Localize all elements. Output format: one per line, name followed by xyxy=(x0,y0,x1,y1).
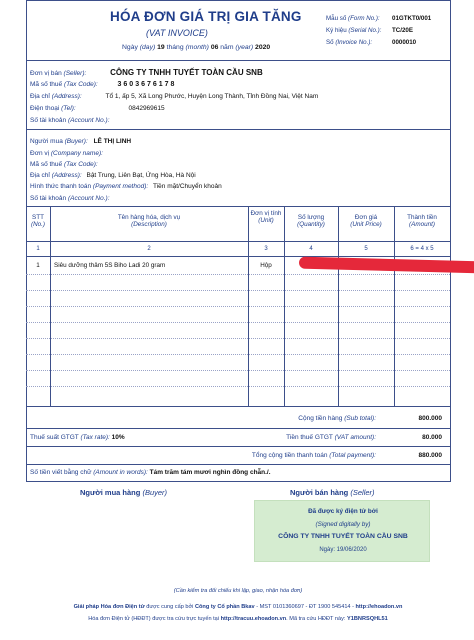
buyer-name: LÊ THỊ LINH xyxy=(93,138,132,145)
invoice-date: Ngày (day) 19 tháng (month) 06 năm (year) 2020 xyxy=(122,44,271,51)
seller-account-row: Số tài khoản (Account No.): xyxy=(30,117,110,124)
seller-name-row: Đơn vị bán (Seller): CÔNG TY TNHH TUYẾT TOÀN CẦU SNB xyxy=(30,68,263,77)
invoice-number: Số (Invoice No.): 0000010 xyxy=(326,38,417,46)
invoice-title: HÓA ĐƠN GIÁ TRỊ GIA TĂNG xyxy=(110,9,302,24)
divider xyxy=(26,446,450,447)
footer-note: (Cần kiểm tra đối chiếu khi lập, giao, nhận hóa đơn) xyxy=(173,588,303,594)
divider xyxy=(26,256,450,257)
seller-address: Tổ 1, ấp 5, Xã Long Phước, Huyện Long Thành, Tỉnh Đồng Nai, Việt Nam xyxy=(105,93,319,100)
divider xyxy=(26,428,450,429)
row-separator xyxy=(26,322,450,323)
footer-provider: Giải pháp Hóa đơn Điện tử được cung cấp bởi Công ty Cổ phần Bkav - MST 0101360697 - ĐT 1900 545414 - http://ehoadon.vn xyxy=(73,604,403,610)
invoice-subtitle: (VAT INVOICE) xyxy=(146,28,208,38)
vat-value: 80.000 xyxy=(422,434,442,441)
date-month: 06 xyxy=(210,44,219,51)
amount-in-words-row: Số tiền viết bằng chữ (Amount in words): Tám trăm tám mươi nghìn đồng chẵn./. xyxy=(30,469,271,476)
buyer-company-row: Đơn vị (Company name): xyxy=(30,150,103,157)
divider xyxy=(26,241,450,242)
total-value: 880.000 xyxy=(418,452,442,459)
form-number: Mẫu số (Form No.): 01GTKT0/001 xyxy=(326,14,432,22)
col-number: 6 = 4 x 5 xyxy=(410,246,434,252)
seller-address-row: Địa chỉ (Address): Tổ 1, ấp 5, Xã Long Phước, Huyện Long Thành, Tỉnh Đồng Nai, Việt Nam xyxy=(30,93,319,100)
buyer-address: Bật Trung, Liên Bạt, Ứng Hòa, Hà Nội xyxy=(86,172,196,179)
amount-in-words: Tám trăm tám mươi nghìn đồng chẵn./. xyxy=(149,469,271,476)
divider xyxy=(26,406,450,407)
divider xyxy=(26,129,450,130)
invoice-document xyxy=(26,0,450,640)
buyer-payment-row: Hình thức thanh toán (Payment method): Tiền mặt/Chuyển khoản xyxy=(30,183,222,190)
buyer-tax-row: Mã số thuế (Tax Code): xyxy=(30,161,98,168)
col-number: 4 xyxy=(309,246,313,252)
lookup-link[interactable]: http://tracuu.ehoadon.vn xyxy=(220,616,287,622)
buyer-signature-label: Người mua hàng (Buyer) xyxy=(80,488,168,497)
frame-right xyxy=(450,0,451,482)
signed-label-en: (Signed digitally by) xyxy=(315,521,371,528)
digital-signature-box xyxy=(254,500,430,562)
row-separator xyxy=(26,290,450,291)
col-header-amount: Thành tiền (Amount) xyxy=(407,214,437,228)
frame-top xyxy=(26,0,450,1)
row-separator xyxy=(26,274,450,275)
col-number: 1 xyxy=(36,246,40,252)
lookup-code: Y1BNRSQHL51 xyxy=(347,616,388,622)
row-separator xyxy=(26,338,450,339)
row-separator xyxy=(26,370,450,371)
divider xyxy=(26,464,450,465)
row-separator xyxy=(26,386,450,387)
col-number: 5 xyxy=(364,246,368,252)
seller-phone: 0842969615 xyxy=(128,105,165,112)
col-header-quantity: Số lượng (Quantity) xyxy=(297,214,325,228)
row-separator xyxy=(26,354,450,355)
provider-link[interactable]: http://ehoadon.vn xyxy=(355,604,403,610)
subtotal-value: 800.000 xyxy=(418,415,442,422)
col-number: 2 xyxy=(147,246,151,252)
signed-label: Đã được ký điện tử bởi xyxy=(308,508,378,515)
buyer-address-row: Địa chỉ (Address): Bật Trung, Liên Bạt, Ứng Hòa, Hà Nội xyxy=(30,172,196,179)
col-number: 3 xyxy=(264,246,268,252)
col-header-unit-price: Đơn giá (Unit Price) xyxy=(350,214,382,228)
total-label: Tổng cộng tiền thanh toán (Total payment): xyxy=(251,452,376,459)
footer-lookup: Hóa đơn Điện tử (HĐĐT) được tra cứu trực tuyến tại http://tracuu.ehoadon.vn. Mã tra cứu HĐĐT này: Y1BNRSQHL51 xyxy=(88,616,388,622)
col-header-description: Tên hàng hóa, dịch vụ (Description) xyxy=(117,214,181,228)
seller-name: CÔNG TY TNHH TUYẾT TOÀN CẦU SNB xyxy=(110,68,263,77)
divider xyxy=(26,60,450,61)
buyer-account-row: Số tài khoản (Account No.): xyxy=(30,195,110,202)
tax-rate: 10% xyxy=(111,434,125,441)
vat-label: Tiền thuế GTGT (VAT amount): xyxy=(286,434,376,441)
subtotal-label: Cộng tiền hàng (Sub total): xyxy=(298,415,376,422)
redaction-mark xyxy=(299,257,474,274)
signed-date: Ngày: 19/06/2020 xyxy=(319,547,367,553)
row-unit: Hộp xyxy=(260,262,272,269)
signed-company: CÔNG TY TNHH TUYẾT TOÀN CẦU SNB xyxy=(278,533,408,540)
date-day: 19 xyxy=(157,44,165,51)
seller-signature-label: Người bán hàng (Seller) xyxy=(290,488,375,497)
col-header-unit: Đơn vị tính (Unit) xyxy=(250,210,282,224)
col-header-no: STT (No.) xyxy=(31,214,45,228)
row-separator xyxy=(26,306,450,307)
date-year: 2020 xyxy=(255,44,271,51)
seller-phone-row: Điện thoại (Tel): 0842969615 xyxy=(30,105,165,112)
divider xyxy=(26,206,450,207)
row-no: 1 xyxy=(36,262,40,269)
payment-method: Tiền mặt/Chuyển khoản xyxy=(153,183,222,190)
row-description: Siêu dưỡng thâm 5S Biho Ladi 20 gram xyxy=(54,262,166,269)
seller-tax-code: 3603676178 xyxy=(117,81,177,88)
tax-rate-row: Thuế suất GTGT (Tax rate): 10% xyxy=(30,434,125,441)
invoice-meta xyxy=(326,12,450,48)
divider xyxy=(26,481,450,482)
seller-tax-row: Mã số thuế (Tax Code): 3603676178 xyxy=(30,81,177,88)
buyer-name-row: Người mua (Buyer): LÊ THỊ LINH xyxy=(30,138,132,145)
serial-number: Ký hiệu (Serial No.): TC/20E xyxy=(326,26,413,34)
